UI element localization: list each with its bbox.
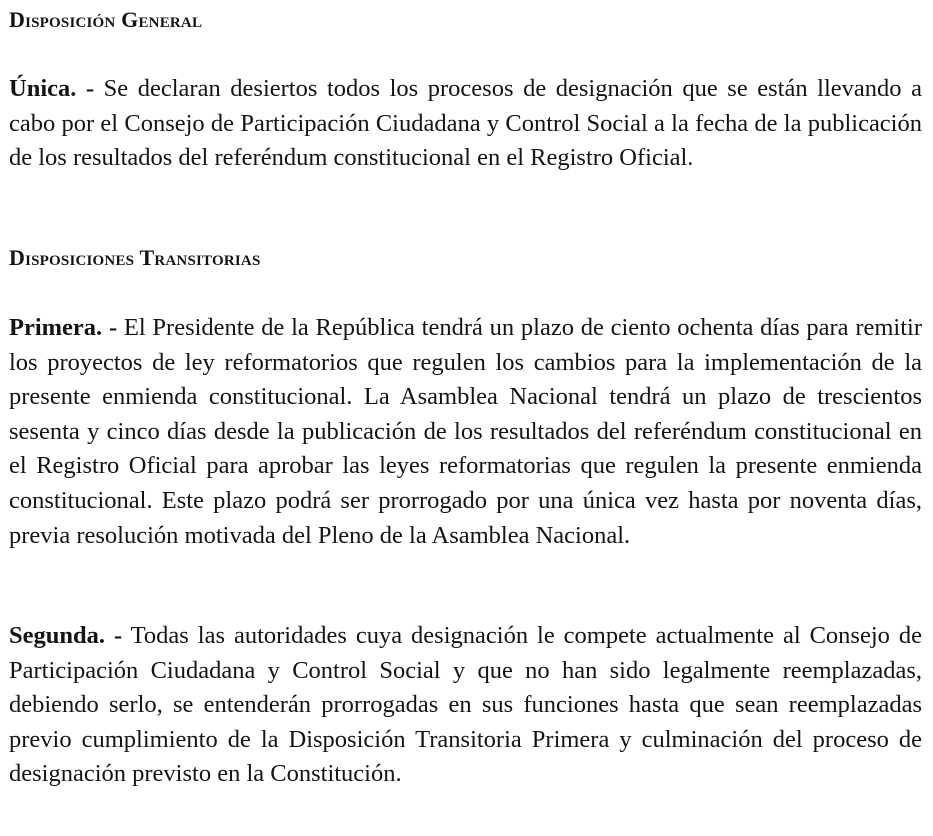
unica-lead: Única. - [9, 75, 95, 102]
primera-text: El Presidente de la República tendrá un plazo de ciento ochenta días para remitir los proyectos de ley reformatorios que regulen los cambios para la implementación de la presente enmienda constitucional. La Asamblea Nacional tendrá un plazo de trescientos sesenta y cinco días desde la publicación de los resultados del referéndum constitucional en el Registro Oficial para aprobar las leyes reformatorias que regulen la presente enmienda constitucional. Este plazo podrá ser prorrogado por una única vez hasta por noventa días, previa resolución motivada del Pleno de la Asamblea Nacional. [9, 314, 922, 549]
unica-text: Se declaran desiertos todos los procesos de designación que se están llevando a cabo por el Consejo de Participación Ciudadana y Control Social a la fecha de la publicación de los resultados del referéndum constitucional en el Registro Oficial. [9, 75, 922, 172]
unica-paragraph [9, 72, 922, 176]
primera-lead: Primera. - [9, 314, 118, 341]
segunda-lead: Segunda. - [9, 622, 123, 649]
general-disposition-heading: Disposición General [9, 7, 203, 32]
transitory-dispositions-heading: Disposiciones Transitorias [9, 245, 261, 270]
primera-paragraph [9, 311, 922, 553]
segunda-paragraph [9, 619, 922, 792]
segunda-text: Todas las autoridades cuya designación le compete actualmente al Consejo de Participación Ciudadana y Control Social y que no han sido legalmente reemplazadas, debiendo serlo, se entenderán prorrogadas en sus funciones hasta que sean reemplazadas previo cumplimiento de la Disposición Transitoria Primera y culminación del proceso de designación previsto en la Constitución. [9, 622, 922, 788]
